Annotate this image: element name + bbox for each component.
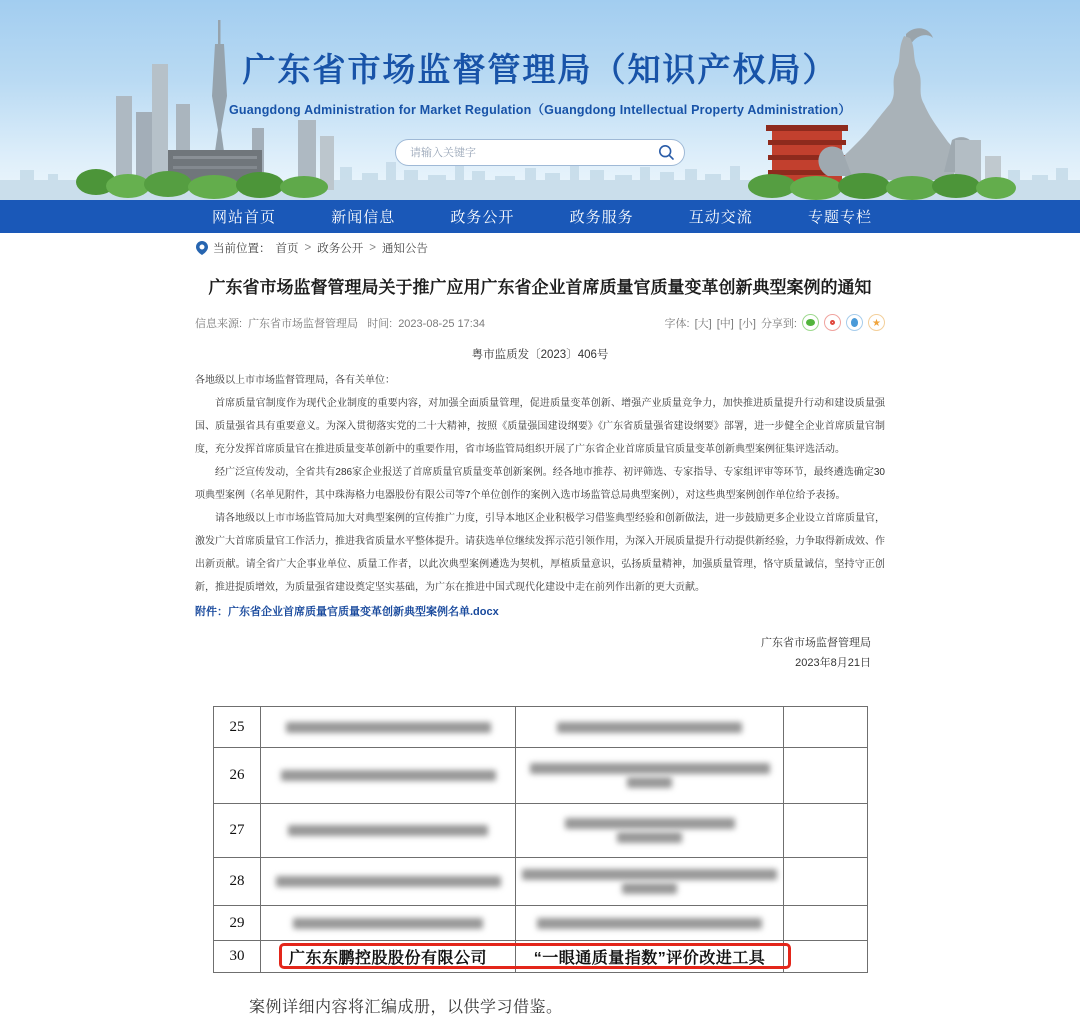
redacted-text	[286, 722, 491, 733]
redacted-text	[627, 777, 672, 788]
article-meta-left	[195, 315, 491, 331]
wechat-glyph	[806, 319, 815, 326]
case-number-cell: 30	[214, 941, 261, 973]
signer-name: 广东省市场监督管理局	[761, 637, 871, 649]
redacted-text	[622, 883, 677, 894]
paragraph-1: 首席质量官制度作为现代企业制度的重要内容，对加强全面质量管理，促进质量变革创新、增强产业质量竞争力，加快推进质量提升行动和建设质量强国、质量强省具有重要意义。为深入贯彻落实党的二十大精神，按照《质量强国建设纲要》《广东省质量强省建设纲要》部署，进一步健全企业首席质量官制度，充分发挥首席质量官在推进质量变革创新中的重要作用，省市场监管局组织开展了广东省企业首席质量官质量变革创新典型案例征集评选活动。	[195, 398, 885, 455]
search-icon[interactable]	[658, 144, 675, 161]
redacted-text	[522, 869, 777, 880]
remark-cell	[784, 941, 868, 973]
source-value: 广东省市场监督管理局	[248, 317, 359, 330]
redacted-text	[537, 918, 762, 929]
document-number: 粤市监质发〔2023〕406号	[471, 349, 609, 361]
article-body	[195, 369, 885, 599]
project-cell: “一眼通质量指数”评价改进工具	[516, 941, 784, 973]
breadcrumb-label: 当前位置：	[213, 243, 271, 255]
weibo-share-icon[interactable]	[824, 314, 841, 331]
cases-table	[213, 706, 868, 973]
redacted-text	[617, 832, 682, 843]
font-size-small-button[interactable]: [小]	[738, 317, 756, 330]
article	[195, 276, 885, 1017]
case-number-cell: 25	[214, 707, 261, 748]
source-label: 信息来源:	[195, 317, 243, 330]
remark-cell	[784, 804, 868, 858]
site-search[interactable]	[395, 139, 685, 166]
cases-table-container	[213, 706, 869, 973]
breadcrumb-home[interactable]: 首页	[275, 243, 299, 255]
closing-note: 案例详细内容将汇编成册，以供学习借鉴。	[249, 999, 563, 1016]
nav-item-special-topics[interactable]: 专题专栏	[807, 209, 872, 226]
search-input[interactable]	[408, 146, 658, 160]
redacted-text	[565, 818, 735, 829]
table-row	[214, 707, 868, 748]
company-cell	[261, 804, 516, 858]
main-navigation	[0, 200, 1080, 233]
nav-item-gov-disclosure[interactable]: 政务公开	[450, 209, 515, 226]
site-banner	[0, 0, 1080, 200]
remark-cell	[784, 748, 868, 804]
font-size-large-button[interactable]: [大]	[694, 317, 712, 330]
sign-date: 2023年8月21日	[795, 657, 871, 669]
case-number-cell: 26	[214, 748, 261, 804]
signature-block	[195, 633, 885, 673]
font-size-label: 字体:	[664, 317, 690, 330]
article-title: 广东省市场监督管理局关于推广应用广东省企业首席质量官质量变革创新典型案例的通知	[208, 278, 872, 297]
site-title: 广东省市场监督管理局（知识产权局）	[242, 51, 838, 88]
site-subtitle-english: Guangdong Administration for Market Regulation（Guangdong Intellectual Property Administration）	[228, 103, 852, 117]
table-row	[214, 941, 868, 973]
article-meta-right	[665, 314, 886, 331]
paragraph-3: 请各地级以上市市场监管局加大对典型案例的宣传推广力度，引导本地区企业积极学习借鉴典型经验和创新做法，进一步鼓励更多企业设立首席质量官，激发广大首席质量官工作活力，推进我省质量水平整体提升。请获选单位继续发挥示范引领作用，为深入开展质量提升行动提供新经验，力争取得新成效、作出新贡献。请全省广大企事业单位、质量工作者，以此次典型案例遴选为契机，厚植质量意识，弘扬质量精神，加强质量管理，恪守质量诚信，坚持守正创新，推进提质增效，为质量强省建设奠定坚实基础，为广东在推进中国式现代化建设中走在前列作出新的更大贡献。	[195, 513, 885, 593]
wechat-share-icon[interactable]	[802, 314, 819, 331]
redacted-text	[530, 763, 770, 774]
weibo-glyph	[830, 320, 835, 325]
nav-item-interaction[interactable]: 互动交流	[688, 209, 753, 226]
attachment-label: 附件：	[195, 606, 228, 618]
case-number-cell: 27	[214, 804, 261, 858]
site-header	[0, 44, 1080, 118]
company-cell: 广东东鹏控股股份有限公司	[261, 941, 516, 973]
time-value: 2023-08-25 17:34	[398, 317, 486, 330]
redacted-text	[557, 722, 742, 733]
company-cell	[261, 707, 516, 748]
attachment-row	[195, 601, 885, 624]
cases-table-body	[214, 707, 868, 973]
breadcrumb-separator: >	[304, 242, 312, 254]
share-label: 分享到:	[760, 317, 797, 330]
company-cell	[261, 906, 516, 941]
remark-cell	[784, 858, 868, 906]
company-cell	[261, 748, 516, 804]
time-label: 时间:	[367, 317, 393, 330]
qq-share-icon[interactable]	[846, 314, 863, 331]
favorite-share-icon[interactable]	[868, 314, 885, 331]
remark-cell	[784, 906, 868, 941]
redacted-text	[293, 918, 483, 929]
case-number-cell: 29	[214, 906, 261, 941]
project-cell	[516, 748, 784, 804]
table-row	[214, 906, 868, 941]
breadcrumb-separator: >	[369, 242, 376, 254]
paragraph-2: 经广泛宣传发动，全省共有286家企业报送了首席质量官质量变革创新案例。经各地市推荐、初评筛选、专家指导、专家组评审等环节，最终遴选确定30项典型案例（名单见附件，其中珠海格力电器股份有限公司等7个单位创作的案例入选市场监管总局典型案例），对这些典型案例创作单位给予表扬。	[195, 467, 885, 501]
redacted-text	[281, 770, 496, 781]
nav-item-gov-services[interactable]: 政务服务	[569, 209, 634, 226]
table-row	[214, 858, 868, 906]
nav-item-home[interactable]: 网站首页	[212, 209, 277, 226]
project-cell	[516, 906, 784, 941]
company-cell	[261, 858, 516, 906]
project-cell	[516, 707, 784, 748]
table-row	[214, 804, 868, 858]
breadcrumb	[0, 233, 1080, 263]
remark-cell	[784, 707, 868, 748]
article-meta	[195, 314, 885, 331]
case-number-cell: 28	[214, 858, 261, 906]
redacted-text	[288, 825, 488, 836]
redacted-text	[276, 876, 501, 887]
project-cell	[516, 804, 784, 858]
project-cell	[516, 858, 784, 906]
breadcrumb-notices[interactable]: 通知公告	[381, 243, 428, 255]
salutation: 各地级以上市市场监督管理局，各有关单位：	[195, 375, 395, 386]
font-size-medium-button[interactable]: [中]	[716, 317, 734, 330]
breadcrumb-gov-disclosure[interactable]: 政务公开	[317, 243, 364, 255]
qq-glyph	[851, 318, 858, 327]
star-glyph	[872, 317, 881, 329]
table-row	[214, 748, 868, 804]
attachment-link[interactable]: 广东省企业首席质量官质量变革创新典型案例名单.docx	[228, 606, 499, 618]
location-pin-icon	[196, 241, 208, 255]
nav-item-news[interactable]: 新闻信息	[331, 209, 396, 226]
